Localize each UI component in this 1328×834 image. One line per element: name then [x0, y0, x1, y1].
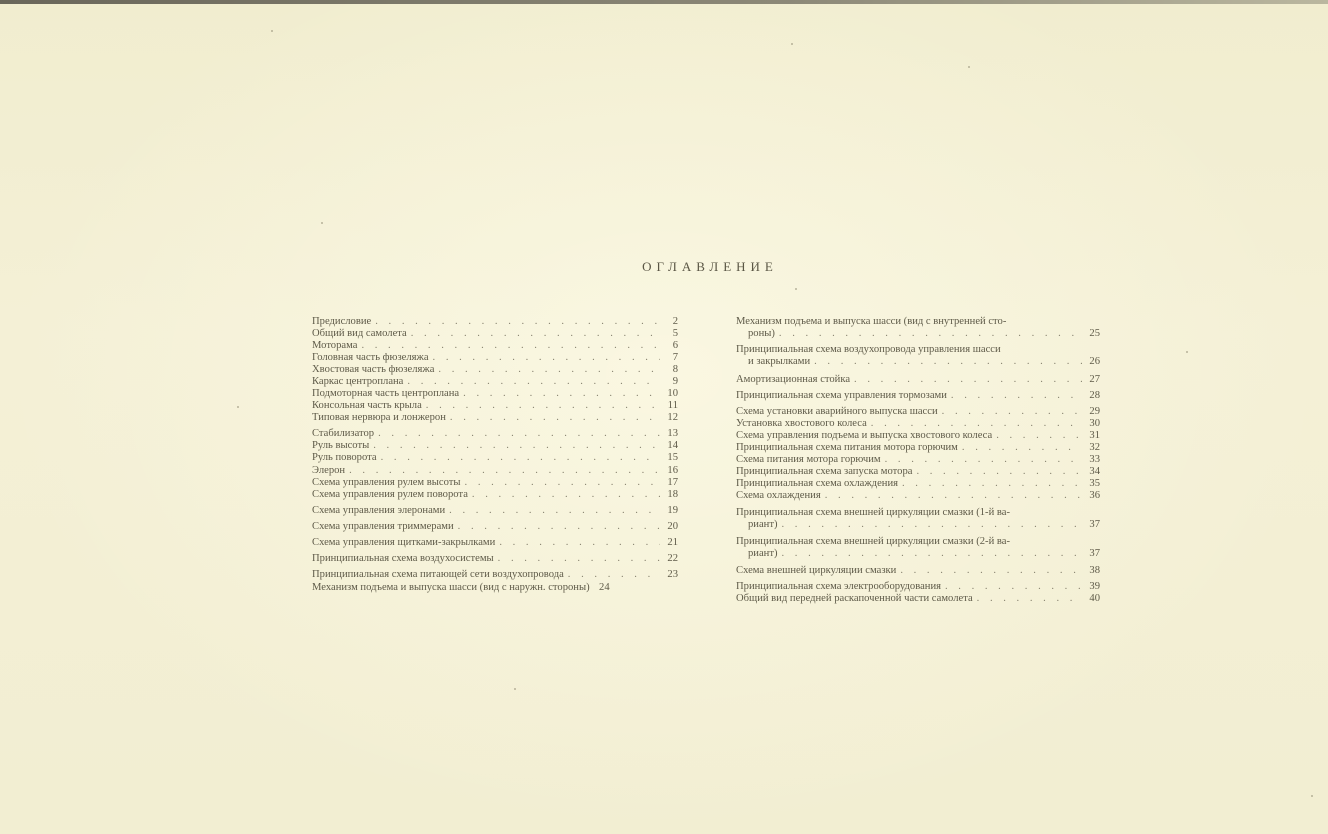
- toc-entry-page: 37: [1089, 548, 1100, 559]
- toc-entry-title: Моторама: [312, 340, 358, 351]
- toc-entry[interactable]: [312, 465, 678, 477]
- toc-entry[interactable]: [736, 430, 1100, 442]
- dot-leader: [498, 553, 660, 565]
- toc-entry[interactable]: [312, 489, 678, 501]
- dot-leader: [381, 452, 660, 464]
- toc-entry-title: Схема питания мотора горючим: [736, 454, 881, 465]
- toc-entry-title: Принципиальная схема электрооборудования: [736, 581, 941, 592]
- dot-leader: [411, 328, 660, 340]
- toc-entry-title: Схема охлаждения: [736, 490, 821, 501]
- dot-leader: [438, 364, 660, 376]
- toc-entry[interactable]: [736, 565, 1100, 577]
- toc-entry-page: 20: [667, 521, 678, 532]
- dot-leader: [450, 412, 660, 424]
- toc-entry[interactable]: [312, 537, 678, 549]
- toc-entry-page: 18: [667, 489, 678, 500]
- dot-leader: [854, 374, 1082, 386]
- toc-entry[interactable]: [312, 388, 678, 400]
- toc-entry[interactable]: [736, 507, 1100, 531]
- toc-entry-page: 10: [667, 388, 678, 399]
- toc-entry-title-cont: роны): [748, 328, 775, 339]
- toc-entry[interactable]: [736, 490, 1100, 502]
- toc-entry-title: Каркас центроплана: [312, 376, 404, 387]
- toc-entry[interactable]: [736, 581, 1100, 593]
- toc-entry-page: 33: [1089, 454, 1100, 465]
- dot-leader: [885, 454, 1082, 466]
- toc-entry-page: 32: [1089, 442, 1100, 453]
- toc-entry[interactable]: [312, 400, 678, 412]
- toc-entry-title: Принципиальная схема управления тормозами: [736, 390, 947, 401]
- toc-entry-title: Общий вид передней раскапоченной части самолета: [736, 593, 973, 604]
- toc-entry-title-cont: риант): [748, 519, 778, 530]
- toc-entry-page: 13: [667, 428, 678, 439]
- toc-entry[interactable]: [736, 406, 1100, 418]
- toc-entry-page: 16: [667, 465, 678, 476]
- toc-entry-title: Подмоторная часть центроплана: [312, 388, 460, 399]
- toc-entry[interactable]: [312, 582, 678, 594]
- toc-entry-page: 30: [1089, 418, 1100, 429]
- dot-leader: [458, 521, 660, 533]
- paper-speck: [321, 222, 323, 224]
- toc-entry-page: 34: [1089, 466, 1100, 477]
- toc-entry[interactable]: [312, 553, 678, 565]
- toc-entry-page: 31: [1089, 430, 1100, 441]
- toc-entry[interactable]: [736, 418, 1100, 430]
- toc-entry-page: 28: [1089, 390, 1100, 401]
- toc-entry-page: 27: [1089, 374, 1100, 385]
- dot-leader: [378, 428, 660, 440]
- toc-entry-title: Схема внешней циркуляции смазки: [736, 565, 897, 576]
- toc-left-column: [312, 316, 678, 594]
- toc-entry-page: 8: [672, 364, 678, 375]
- toc-entry[interactable]: [736, 344, 1100, 368]
- toc-entry-title: Механизм подъема и выпуска шасси (вид с внутренней сто-: [736, 316, 1007, 327]
- toc-entry-page: 9: [672, 376, 678, 387]
- dot-leader: [996, 430, 1082, 442]
- toc-entry-title: Принципиальная схема внешней циркуляции смазки (1-й ва-: [736, 507, 1010, 518]
- toc-entry[interactable]: [736, 593, 1100, 605]
- toc-entry[interactable]: [736, 442, 1100, 454]
- toc-entry-page: 5: [672, 328, 678, 339]
- toc-entry-page: 40: [1089, 593, 1100, 604]
- dot-leader: [782, 548, 1083, 560]
- toc-entry-title: Принципиальная схема питающей сети воздухопровода: [312, 569, 564, 580]
- dot-leader: [433, 352, 660, 364]
- dot-leader: [499, 537, 660, 549]
- toc-entry-page: 15: [667, 452, 678, 463]
- toc-entry[interactable]: [736, 536, 1100, 560]
- paper-speck: [968, 66, 970, 68]
- toc-entry[interactable]: [312, 428, 678, 440]
- paper-speck: [514, 688, 516, 690]
- paper-speck: [795, 288, 797, 290]
- dot-leader: [825, 490, 1082, 502]
- dot-leader: [902, 478, 1082, 490]
- toc-entry-title: Принципиальная схема внешней циркуляции смазки (2-й ва-: [736, 536, 1010, 547]
- toc-entry[interactable]: [312, 340, 678, 352]
- dot-leader: [951, 390, 1082, 402]
- dot-leader: [814, 356, 1082, 368]
- toc-entry[interactable]: [736, 478, 1100, 490]
- toc-entry[interactable]: [312, 452, 678, 464]
- toc-entry-page: 24: [599, 582, 610, 593]
- toc-entry-page: 7: [672, 352, 678, 363]
- toc-entry[interactable]: [312, 569, 678, 581]
- toc-entry-title: Схема управления триммерами: [312, 521, 454, 532]
- toc-entry[interactable]: [736, 374, 1100, 386]
- dot-leader: [465, 477, 660, 489]
- toc-entry-page: 25: [1089, 328, 1100, 339]
- toc-title: ОГЛАВЛЕНИЕ: [642, 259, 778, 274]
- toc-entry-page: 38: [1089, 565, 1100, 576]
- toc-entry[interactable]: [312, 521, 678, 533]
- toc-entry-page: 14: [667, 440, 678, 451]
- dot-leader: [449, 505, 660, 517]
- toc-entry-page: 2: [672, 316, 678, 327]
- toc-entry[interactable]: [736, 316, 1100, 340]
- toc-entry-title: Руль высоты: [312, 440, 370, 451]
- toc-entry-title: Консольная часть крыла: [312, 400, 422, 411]
- toc-entry[interactable]: [312, 477, 678, 489]
- dot-leader: [871, 418, 1082, 430]
- paper-speck: [1186, 351, 1188, 353]
- toc-entry-page: 17: [667, 477, 678, 488]
- toc-entry-page: 19: [667, 505, 678, 516]
- toc-entry[interactable]: [312, 412, 678, 424]
- toc-entry-title-cont: и закрылками: [748, 356, 811, 367]
- dot-leader: [349, 465, 660, 477]
- dot-leader: [900, 565, 1082, 577]
- toc-entry[interactable]: [312, 328, 678, 340]
- dot-leader: [945, 581, 1082, 593]
- dot-leader: [373, 440, 660, 452]
- toc-entry[interactable]: [312, 352, 678, 364]
- paper-speck: [271, 30, 273, 32]
- toc-entry-page: 35: [1089, 478, 1100, 489]
- toc-entry-title: Амортизационная стойка: [736, 374, 851, 385]
- toc-entry-title: Схема управления подъема и выпуска хвостового колеса: [736, 430, 993, 441]
- dot-leader: [782, 519, 1083, 531]
- toc-entry-title: Общий вид самолета: [312, 328, 407, 339]
- toc-entry-title: Схема управления рулем высоты: [312, 477, 461, 488]
- toc-entry[interactable]: [312, 376, 678, 388]
- toc-entry[interactable]: [312, 316, 678, 328]
- toc-right-column: [736, 316, 1100, 605]
- dot-leader: [472, 489, 660, 501]
- toc-entry[interactable]: [312, 440, 678, 452]
- toc-entry[interactable]: [312, 505, 678, 517]
- dot-leader: [407, 376, 660, 388]
- toc-entry-page: 39: [1089, 581, 1100, 592]
- toc-entry-title: Предисловие: [312, 316, 372, 327]
- toc-entry[interactable]: [736, 454, 1100, 466]
- dot-leader: [942, 406, 1082, 418]
- paper-speck: [237, 406, 239, 408]
- dot-leader: [962, 442, 1082, 454]
- toc-entry-page: 23: [667, 569, 678, 580]
- toc-entry-page: 21: [667, 537, 678, 548]
- dot-leader: [916, 466, 1082, 478]
- dot-leader: [568, 569, 660, 581]
- dot-leader: [375, 316, 660, 328]
- dot-leader: [977, 593, 1082, 605]
- toc-entry-title: Головная часть фюзеляжа: [312, 352, 429, 363]
- toc-entry-title: Стабилизатор: [312, 428, 375, 439]
- dot-leader: [361, 340, 660, 352]
- toc-entry-title: Принципиальная схема воздухосистемы: [312, 553, 494, 564]
- toc-entry-title: Схема установки аварийного выпуска шасси: [736, 406, 938, 417]
- toc-entry-title: Принципиальная схема питания мотора горючим: [736, 442, 958, 453]
- toc-entry-page: 6: [672, 340, 678, 351]
- toc-entry-title: Принципиальная схема охлаждения: [736, 478, 898, 489]
- scan-top-edge: [0, 0, 1328, 4]
- toc-entry[interactable]: [312, 364, 678, 376]
- toc-entry-page: 29: [1089, 406, 1100, 417]
- toc-entry-page: 26: [1089, 356, 1100, 367]
- toc-entry-page: 22: [667, 553, 678, 564]
- toc-entry-page: 11: [667, 400, 678, 411]
- toc-entry-title: Механизм подъема и выпуска шасси (вид с наружн. стороны): [312, 582, 590, 593]
- dot-leader: [779, 328, 1082, 340]
- toc-entry-title: Принципиальная схема запуска мотора: [736, 466, 913, 477]
- toc-entry-title: Установка хвостового колеса: [736, 418, 867, 429]
- toc-entry-title: Элерон: [312, 465, 346, 476]
- toc-entry-title: Схема управления щитками-закрылками: [312, 537, 496, 548]
- toc-entry[interactable]: [736, 390, 1100, 402]
- toc-entry-title: Типовая нервюра и лонжерон: [312, 412, 446, 423]
- toc-entry-page: 12: [667, 412, 678, 423]
- toc-entry-title: Руль поворота: [312, 452, 377, 463]
- paper-speck: [1311, 795, 1313, 797]
- toc-entry-title-cont: риант): [748, 548, 778, 559]
- paper-speck: [791, 43, 793, 45]
- dot-leader: [463, 388, 660, 400]
- toc-entry-title: Схема управления рулем поворота: [312, 489, 468, 500]
- dot-leader: [426, 400, 660, 412]
- toc-entry-title: Схема управления элеронами: [312, 505, 446, 516]
- toc-entry-title: Хвостовая часть фюзеляжа: [312, 364, 435, 375]
- toc-entry[interactable]: [736, 466, 1100, 478]
- toc-entry-page: 36: [1089, 490, 1100, 501]
- toc-entry-page: 37: [1089, 519, 1100, 530]
- toc-entry-title: Принципиальная схема воздухопровода управления шасси: [736, 344, 1001, 355]
